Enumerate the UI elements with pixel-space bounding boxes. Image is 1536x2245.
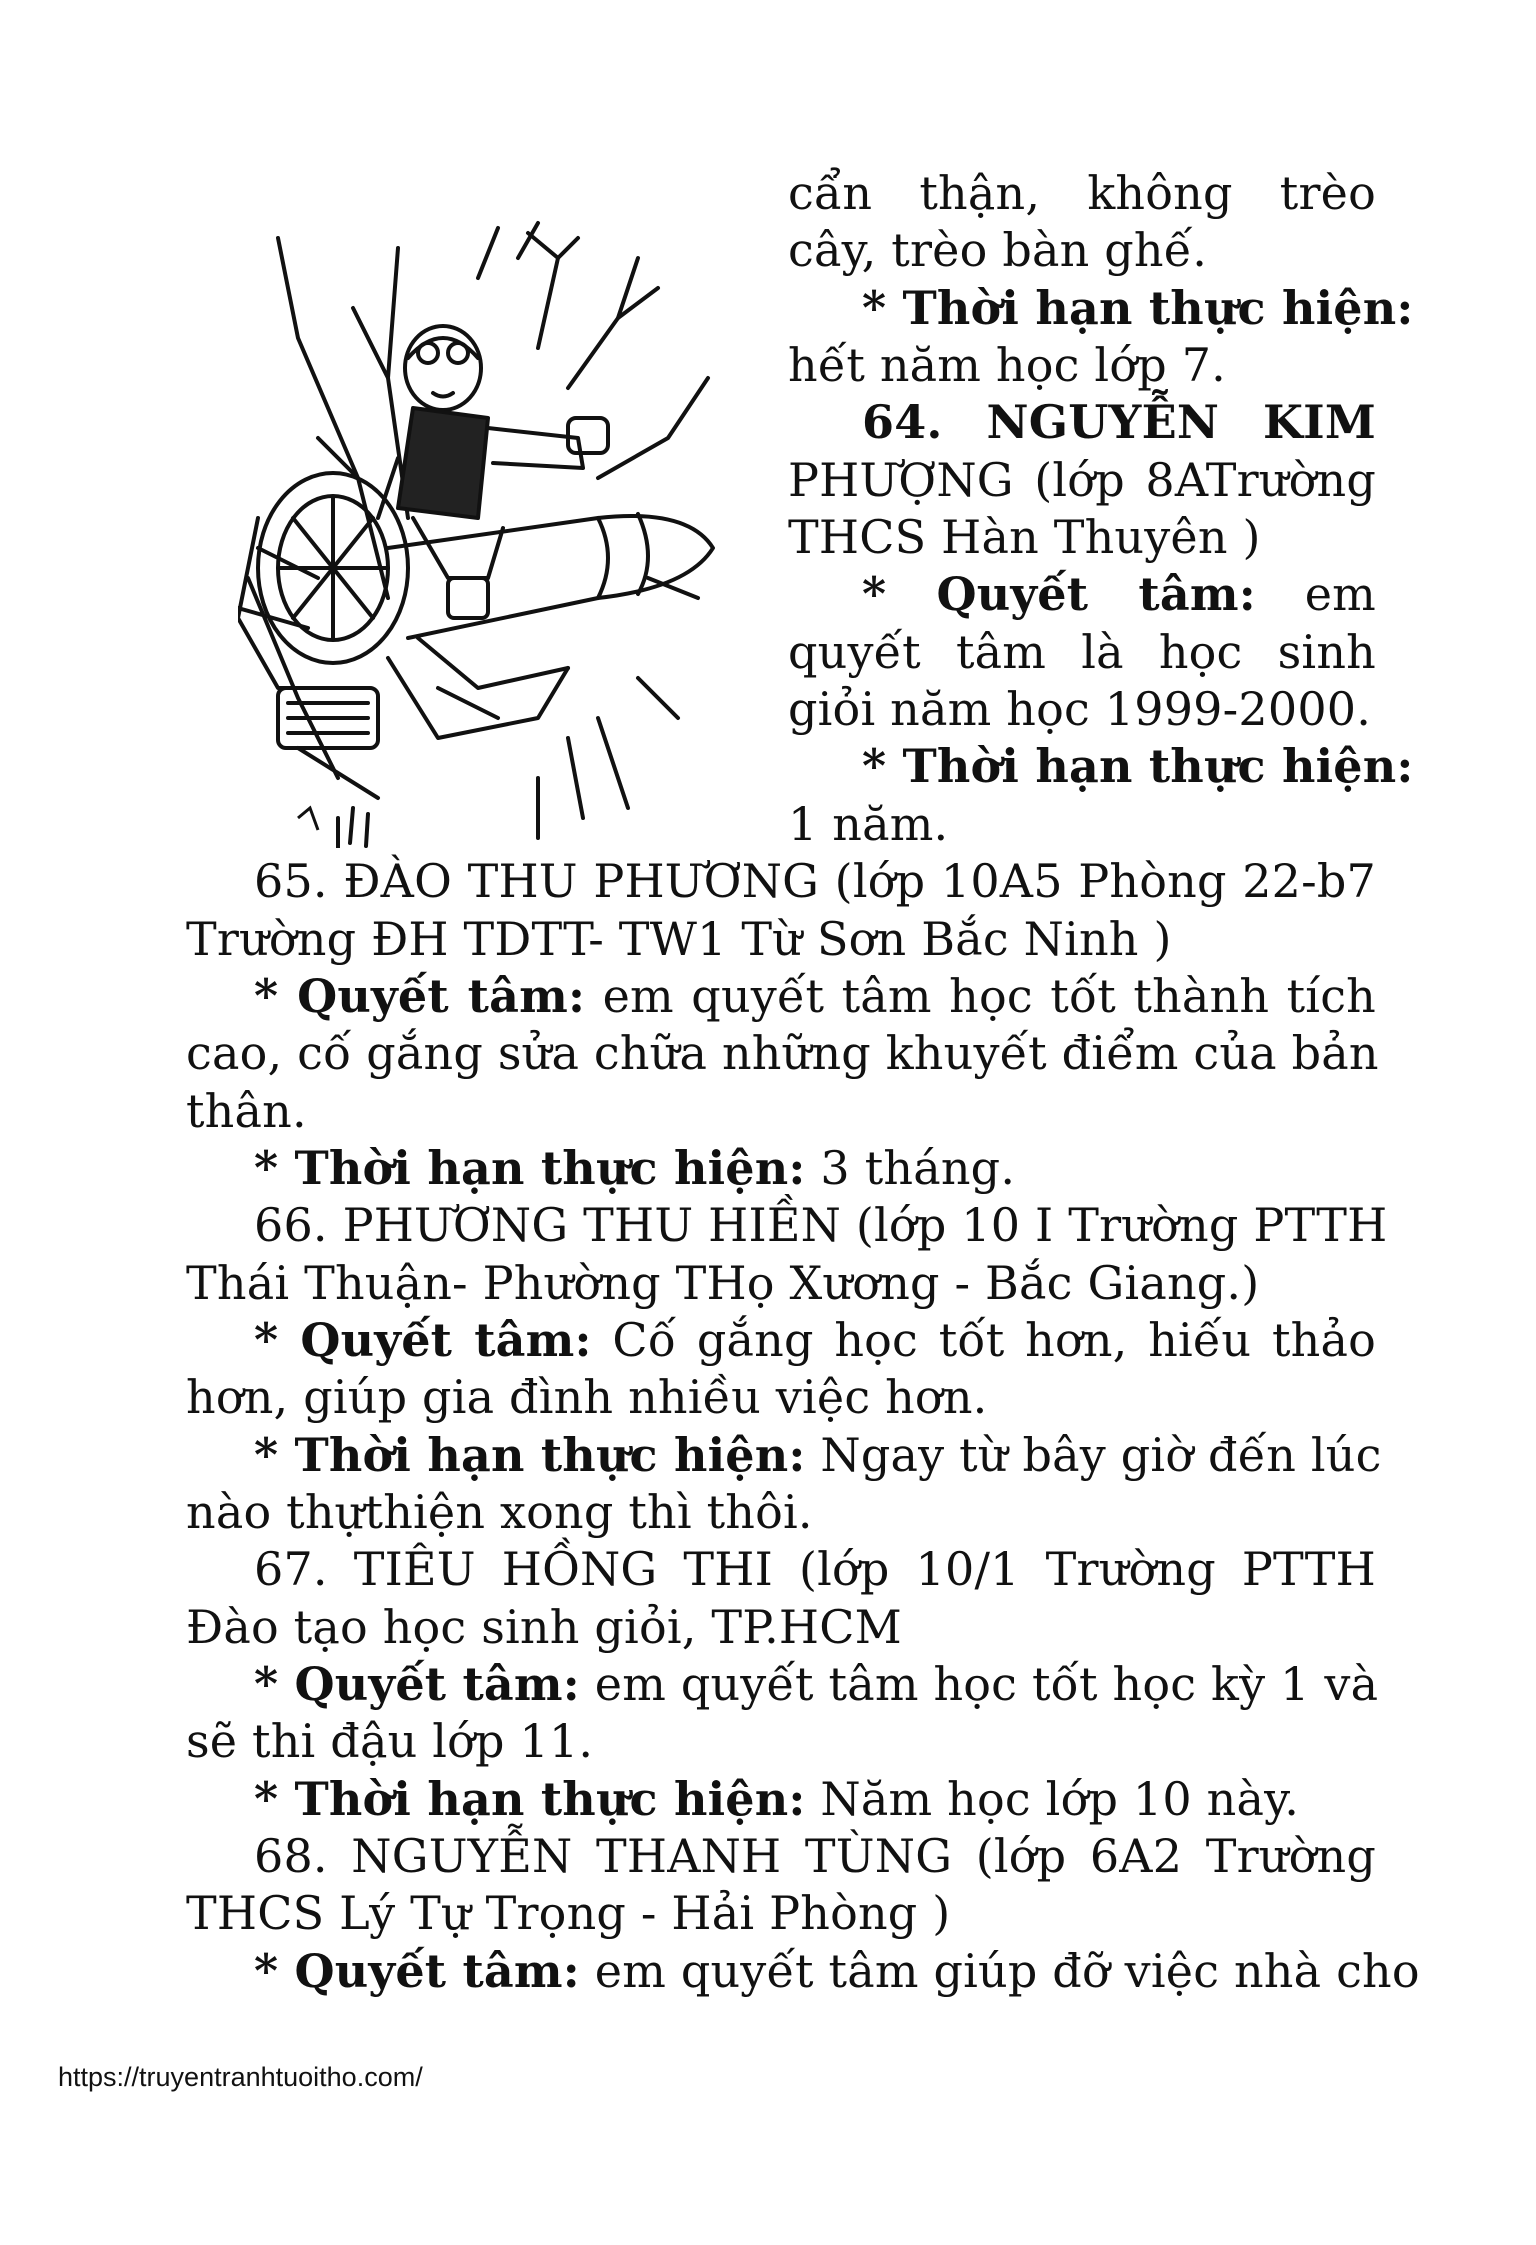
resolution-line [254,1311,1376,1369]
resolution-text: em quyết tâm học tốt thành tích [585,969,1377,1023]
deadline-line [254,1139,1376,1197]
resolution-text: Cố gắng học tốt hơn, hiếu thảo [591,1313,1376,1367]
resolution-label: * Quyết tâm: [862,567,1256,621]
entry-heading: 64. NGUYỄN KIM [862,395,1376,449]
text-line: thân. [186,1084,307,1138]
text-line: cao, cố gắng sửa chữa những khuyết điểm của bản [186,1026,1379,1080]
deadline-text: Ngay từ bây giờ đến lúc [805,1428,1382,1482]
text-line: PHƯỢNG (lớp 8ATrường [788,453,1376,507]
resolution-label: * Quyết tâm: [254,1944,580,1998]
entry-heading: 65. ĐÀO THU PHƯƠNG (lớp 10A5 Phòng 22-b7 [254,854,1376,908]
text-line: cây, trèo bàn ghế. [788,223,1208,277]
deadline-line [254,1770,1376,1828]
watermark-url[interactable]: https://truyentranhtuoitho.com/ [58,2062,423,2092]
text-line: giỏi năm học 1999-2000. [788,682,1372,736]
text-line: quyết tâm là học sinh [788,625,1376,679]
text-line: hơn, giúp gia đình nhiều việc hơn. [186,1370,988,1424]
entry-heading: 67. TIÊU HỒNG THI (lớp 10/1 Trường PTTH [254,1542,1376,1596]
text-line: Đào tạo học sinh giỏi, TP.HCM [186,1600,902,1654]
resolution-text: em [1255,567,1376,621]
deadline-text: Năm học lớp 10 này. [805,1772,1300,1826]
text-line: hết năm học lớp 7. [788,338,1226,392]
resolution-label: * Quyết tâm: [254,1657,580,1711]
boy-riding-flying-rocket-vehicle-icon [238,218,718,848]
text-line: Thái Thuận- Phường THọ Xương - Bắc Giang.) [186,1256,1260,1310]
deadline-label: * Thời hạn thực hiện: [862,281,1414,335]
text-line: sẽ thi đậu lớp 11. [186,1714,594,1768]
text-line: 1 năm. [788,797,949,851]
resolution-line [254,1942,1420,2000]
deadline-label: * Thời hạn thực hiện: [254,1141,806,1195]
entry-heading: 66. PHƯƠNG THU HIỀN (lớp 10 I Trường PTTH [254,1198,1388,1252]
resolution-label: * Quyết tâm: [254,1313,592,1367]
text-line: THCS Lý Tự Trọng - Hải Phòng ) [186,1886,951,1940]
text-line: cẩn thận, không trèo [788,166,1376,220]
resolution-line [862,565,1376,623]
deadline-label: * Thời hạn thực hiện: [254,1428,806,1482]
resolution-label: * Quyết tâm: [254,969,586,1023]
text-line: Trường ĐH TDTT- TW1 Từ Sơn Bắc Ninh ) [186,912,1172,966]
deadline-label: * Thời hạn thực hiện: [254,1772,806,1826]
deadline-text: 3 tháng. [805,1141,1016,1195]
resolution-line [254,967,1376,1025]
entry-heading: 68. NGUYỄN THANH TÙNG (lớp 6A2 Trường [254,1829,1376,1883]
resolution-text: em quyết tâm học tốt học kỳ 1 và [579,1657,1379,1711]
deadline-label: * Thời hạn thực hiện: [862,739,1414,793]
text-line: nào thựthiện xong thì thôi. [186,1485,813,1539]
resolution-text: em quyết tâm giúp đỡ việc nhà cho [579,1944,1420,1998]
resolution-line [254,1655,1379,1713]
deadline-line [254,1426,1382,1484]
text-line: THCS Hàn Thuyên ) [788,510,1261,564]
